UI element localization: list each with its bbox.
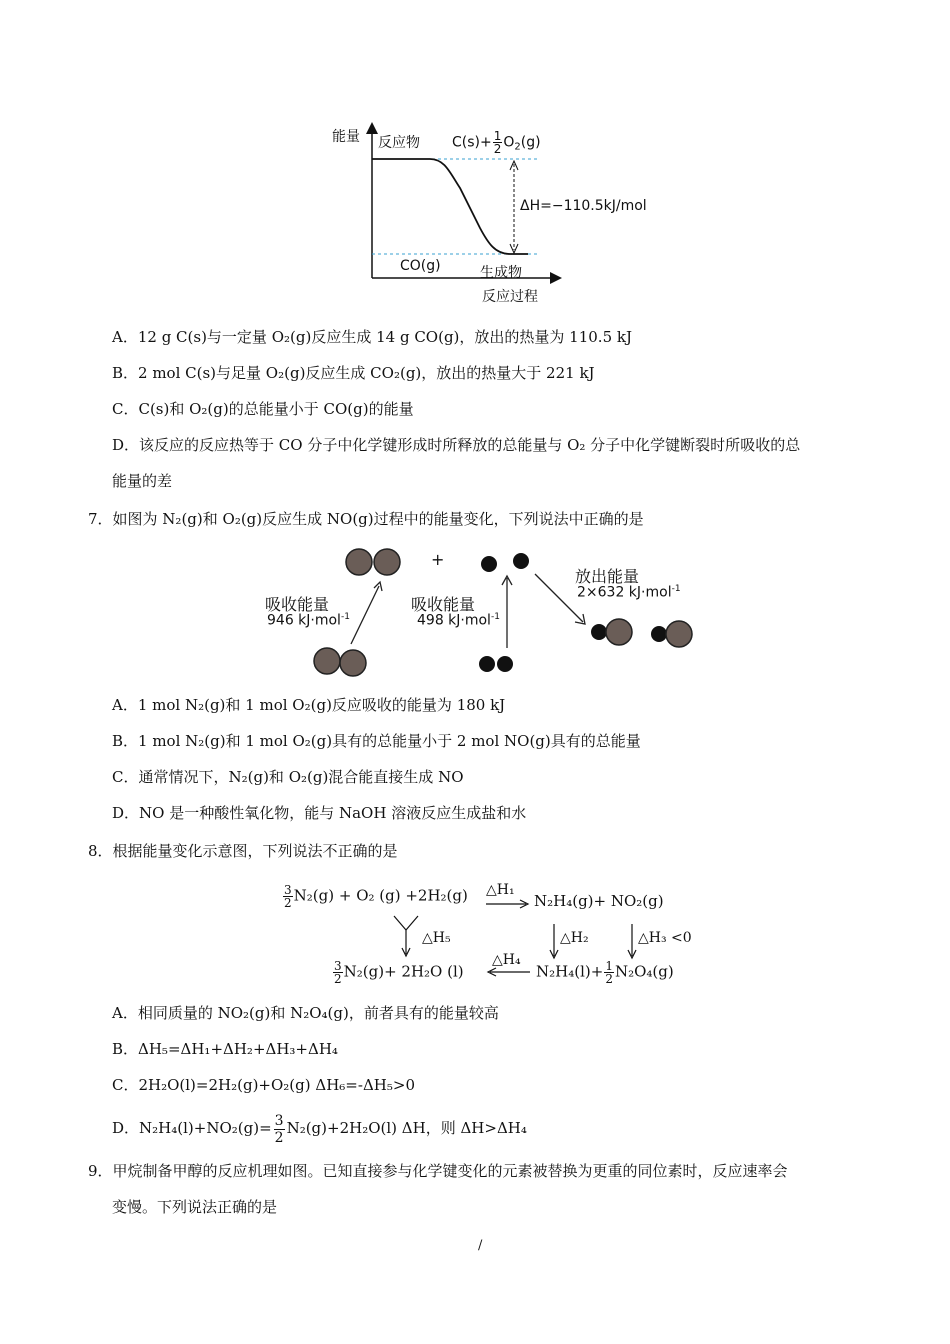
page-footer-mark: / <box>478 1238 483 1253</box>
dh2-label: △H₂ <box>560 930 589 946</box>
release-label: 放出能量 <box>575 567 640 586</box>
q9-stem-line2: 变慢。下列说法正确的是 <box>112 1198 278 1216</box>
reactant-label: 反应物 <box>378 135 420 151</box>
o2-molecule-bottom <box>479 656 495 672</box>
o-atoms-top <box>481 556 497 572</box>
q7-option-c: C．通常情况下，N₂(g)和 O₂(g)混合能直接生成 NO <box>112 768 464 786</box>
hess-row1-reactants: $\frac{3}{2}$ N₂(g) + O₂ (g) +2H₂(g) <box>284 883 468 910</box>
q6-option-d: D．该反应的反应热等于 CO 分子中化学键形成时所释放的总能量与 O₂ 分子中化学键断裂时所吸收的总 <box>112 436 801 454</box>
release-value: 2×632 kJ·mol$^{-1}$ <box>577 584 681 601</box>
dh4-label: △H₄ <box>492 952 521 968</box>
no-molecule-1 <box>591 624 607 640</box>
dh3-label: △H₃ <0 <box>638 930 692 946</box>
q9-stem-line1: 9．甲烷制备甲醇的反应机理如图。已知直接参与化学键变化的元素被替换为更重的同位素时，反应速率会 <box>88 1162 788 1180</box>
y-axis-label: 能量 <box>332 129 360 145</box>
q6-option-c: C．C(s)和 O₂(g)的总能量小于 CO(g)的能量 <box>112 400 414 418</box>
q8-option-d: D．N₂H₄(l)+NO₂(g)= $\frac{3}{2}$ N₂(g)+2H₂O(l) ΔH，则 ΔH>ΔH₄ <box>112 1112 527 1146</box>
absorb-value-1: 946 kJ·mol$^{-1}$ <box>267 612 350 629</box>
q8-stem: 8．根据能量变化示意图，下列说法不正确的是 <box>88 842 398 860</box>
energy-diagram-figure <box>320 118 650 308</box>
arrow-absorb-n2 <box>351 586 379 644</box>
absorb-value-2: 498 kJ·mol$^{-1}$ <box>417 612 500 629</box>
energy-curve <box>372 159 528 254</box>
delta-h-label: ΔH=−110.5kJ/mol <box>520 198 647 214</box>
hess-row3-right: N₂H₄(l)+ $\frac{1}{2}$ N₂O₄(g) <box>536 959 674 986</box>
n2-molecule-top <box>346 549 372 575</box>
q6-option-d-cont: 能量的差 <box>112 472 173 490</box>
q6-option-b: B．2 mol C(s)与足量 O₂(g)反应生成 CO₂(g)，放出的热量大于 221 kJ <box>112 364 595 382</box>
bond-energy-figure <box>255 540 715 680</box>
plus-sign: + <box>431 550 445 569</box>
q7-option-b: B．1 mol N₂(g)和 1 mol O₂(g)具有的总能量小于 2 mol NO(g)具有的总能量 <box>112 732 641 750</box>
dh1-label: △H₁ <box>486 882 515 898</box>
q8-option-b: B．ΔH₅=ΔH₁+ΔH₂+ΔH₃+ΔH₄ <box>112 1040 338 1058</box>
absorb-label-1: 吸收能量 <box>265 595 330 614</box>
hess-row3-left: $\frac{3}{2}$ N₂(g)+ 2H₂O (l) <box>334 959 464 986</box>
dh5-label: △H₅ <box>422 930 451 946</box>
reactant-formula: C(s)+ $\frac{1}{2}$ $O_2(g)$ <box>452 129 541 156</box>
product-formula: CO(g) <box>400 258 441 274</box>
q7-stem: 7．如图为 N₂(g)和 O₂(g)反应生成 NO(g)过程中的能量变化，下列说法中正确的是 <box>88 510 644 528</box>
q6-option-a: A．12 g C(s)与一定量 O₂(g)反应生成 14 g CO(g)，放出的热量为 110.5 kJ <box>112 328 632 346</box>
q8-option-c: C．2H₂O(l)=2H₂(g)+O₂(g) ΔH₆=-ΔH₅>0 <box>112 1076 415 1094</box>
q7-option-a: A．1 mol N₂(g)和 1 mol O₂(g)反应吸收的能量为 180 kJ <box>112 696 506 714</box>
hess-cycle-figure <box>282 880 702 990</box>
n2-molecule-bottom <box>314 648 340 674</box>
x-axis-label: 反应过程 <box>482 289 538 305</box>
hess-row1-products: N₂H₄(g)+ NO₂(g) <box>534 892 664 910</box>
absorb-label-2: 吸收能量 <box>411 595 476 614</box>
arrow-dh5 <box>394 916 406 930</box>
q8-option-a: A．相同质量的 NO₂(g)和 N₂O₄(g)，前者具有的能量较高 <box>112 1004 499 1022</box>
product-label: 生成物 <box>480 265 522 281</box>
q7-option-d: D．NO 是一种酸性氧化物，能与 NaOH 溶液反应生成盐和水 <box>112 804 527 822</box>
no-molecule-2 <box>651 626 667 642</box>
